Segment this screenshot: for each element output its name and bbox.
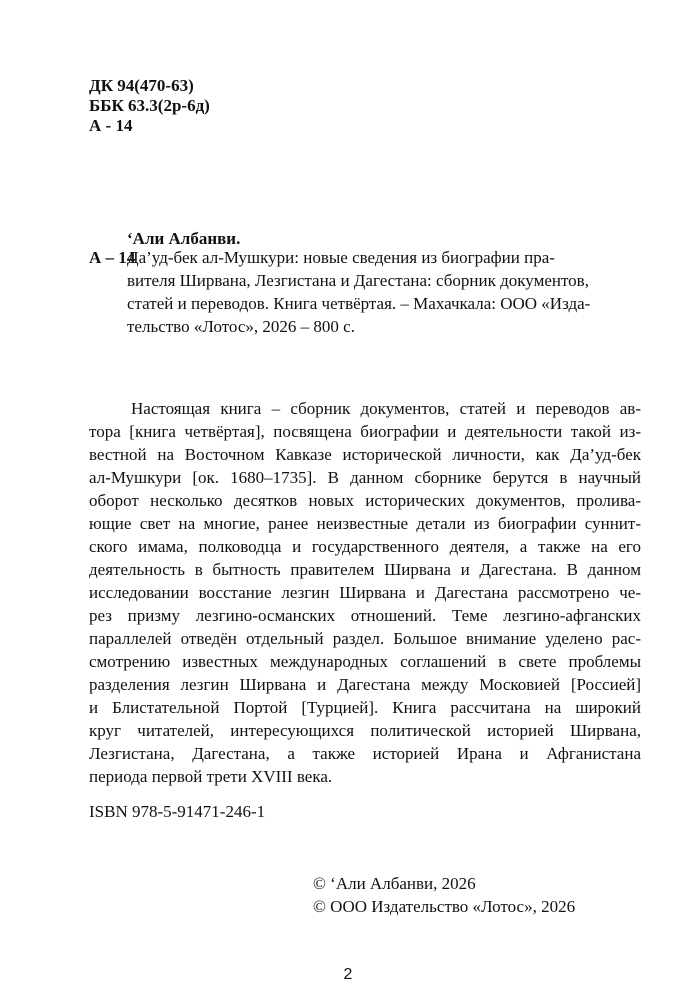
book-abstract [89, 397, 641, 788]
abstract-line: тора [книга четвёртая], посвящена биографии и деятельности такой из- [89, 422, 641, 441]
isbn-number: ISBN 978-5-91471-246-1 [89, 802, 266, 821]
abstract-line: периода первой трети XVIII века. [89, 767, 333, 786]
abstract-line: Настоящая книга – сборник документов, статей и переводов ав- [131, 399, 641, 418]
copyright-block [313, 872, 575, 918]
abstract-line: разделения лезгин Ширвана и Дагестана между Московией [Россией] [89, 675, 641, 694]
udk-code: ДК 94(470-63) [89, 76, 194, 95]
bib-line: Да’уд-бек ал-Мушкури: новые сведения из биографии пра- [127, 248, 555, 267]
copyright-line: © ООО Издательство «Лотос», 2026 [313, 897, 576, 916]
bib-line: вителя Ширвана, Лезгистана и Дагестана: сборник документов, [127, 271, 589, 290]
abstract-line: оборот несколько десятков новых исторических документов, пролива- [89, 491, 641, 510]
abstract-line: круг читателей, интересующихся политической историей Ширвана, [89, 721, 641, 740]
bbk-code: ББК 63.3(2р-6д) [89, 96, 210, 115]
classification-codes [89, 76, 210, 136]
abstract-line: параллелей отведён отдельный раздел. Большое внимание уделено рас- [89, 629, 641, 648]
bibliographic-entry [89, 246, 649, 338]
abstract-line: и Блистательной Портой [Турцией]. Книга рассчитана на широкий [89, 698, 641, 717]
bib-line: тельство «Лотос», 2026 – 800 с. [127, 317, 355, 336]
author-sign-code: А - 14 [89, 116, 133, 135]
abstract-line: ского имама, полководца и государственного деятеля, а также на его [89, 537, 641, 556]
bibliographic-description [127, 246, 649, 338]
abstract-line: ал-Мушкури [ок. 1680–1735]. В данном сборнике берутся в научный [89, 468, 641, 487]
entry-author-sign: А – 14 [89, 248, 136, 267]
abstract-line: смотрению известных международных соглашений в свете проблемы [89, 652, 641, 671]
page-number: 2 [343, 966, 353, 983]
abstract-line: Лезгистана, Дагестана, а также историей Ирана и Афганистана [89, 744, 641, 763]
abstract-line: ющие свет на многие, ранее неизвестные детали из биографии суннит- [89, 514, 641, 533]
author-name: ‘Али Албанви. [127, 229, 241, 248]
abstract-line: рез призму лезгино-османских отношений. Теме лезгино-афганских [89, 606, 641, 625]
abstract-line: вестной на Восточном Кавказе исторической личности, как Да’уд-бек [89, 445, 641, 464]
abstract-line: деятельность в бытность правителем Ширвана и Дагестана. В данном [89, 560, 641, 579]
abstract-line: исследовании восстание лезгин Ширвана и Дагестана рассмотрено че- [89, 583, 641, 602]
bib-line: статей и переводов. Книга четвёртая. – Махачкала: ООО «Изда- [127, 294, 591, 313]
copyright-line: © ‘Али Албанви, 2026 [313, 874, 476, 893]
